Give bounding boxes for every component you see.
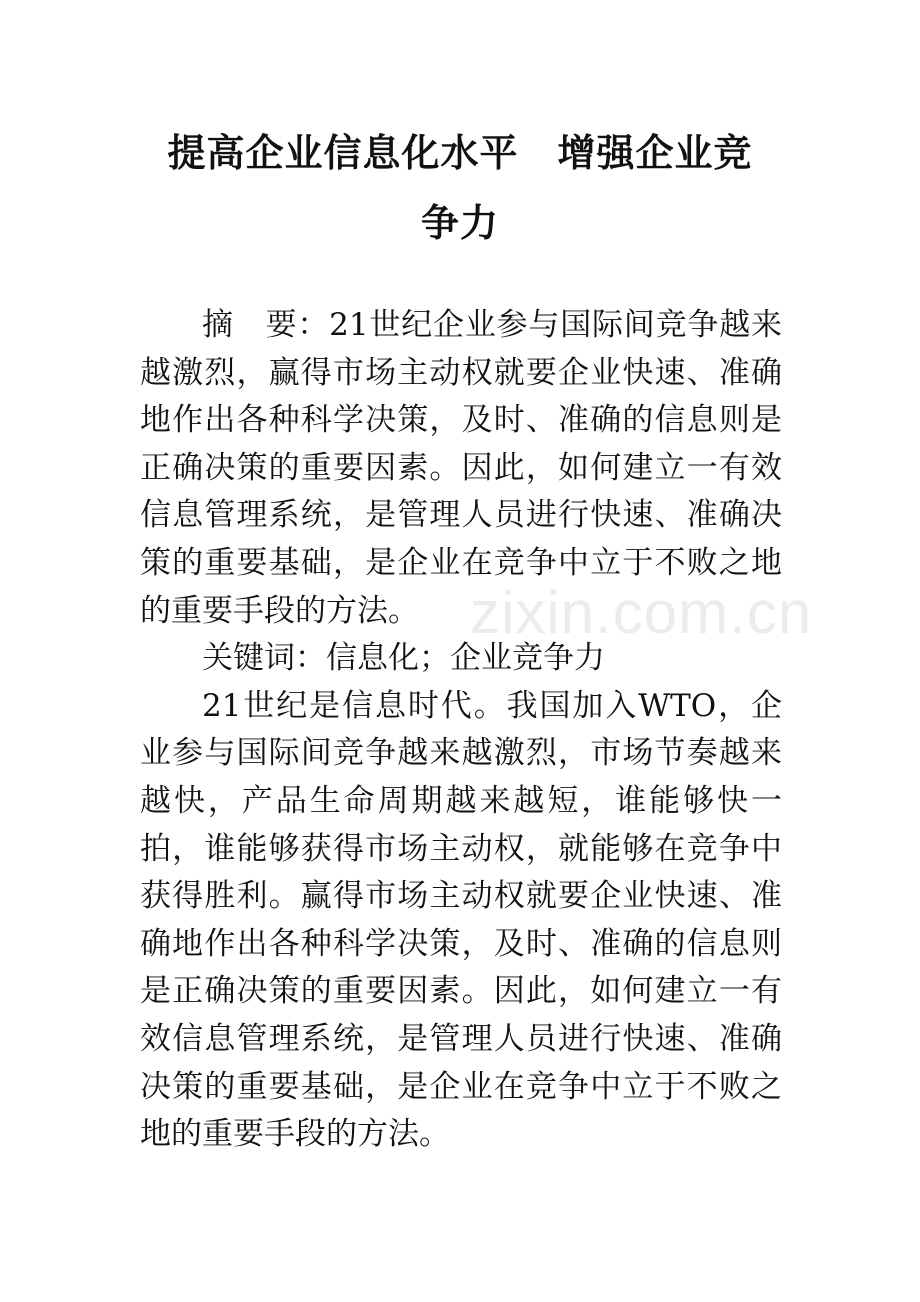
document-body bbox=[140, 302, 782, 1159]
document-title bbox=[100, 118, 820, 258]
abstract-paragraph: 摘 要：21世纪企业参与国际间竞争越来越激烈，赢得市场主动权就要企业快速、准确地作出各种科学决策，及时、准确的信息则是正确决策的重要因素。因此，如何建立一有效信息管理系统，是管理人员进行快速、准确决策的重要基础，是企业在竞争中立于不败之地的重要手段的方法。 bbox=[140, 307, 782, 629]
title-line-2: 争力 bbox=[420, 201, 499, 245]
watermark: zixin.com.cn bbox=[470, 579, 813, 646]
title-line-1: 提高企业信息化水平 增强企业竞 bbox=[167, 131, 753, 175]
body-paragraph: 21世纪是信息时代。我国加入WTO，企业参与国际间竞争越来越激烈，市场节奏越来越快，产品生命周期越来越短，谁能够快一拍，谁能够获得市场主动权，就能够在竞争中获得胜利。赢得市场主动权就要企业快速、准确地作出各种科学决策，及时、准确的信息则是正确决策的重要因素。因此，如何建立一有效信息管理系统，是管理人员进行快速、准确决策的重要基础，是企业在竞争中立于不败之地的重要手段的方法。 bbox=[140, 687, 782, 1153]
keywords-paragraph: 关键词：信息化；企业竞争力 bbox=[202, 640, 605, 677]
